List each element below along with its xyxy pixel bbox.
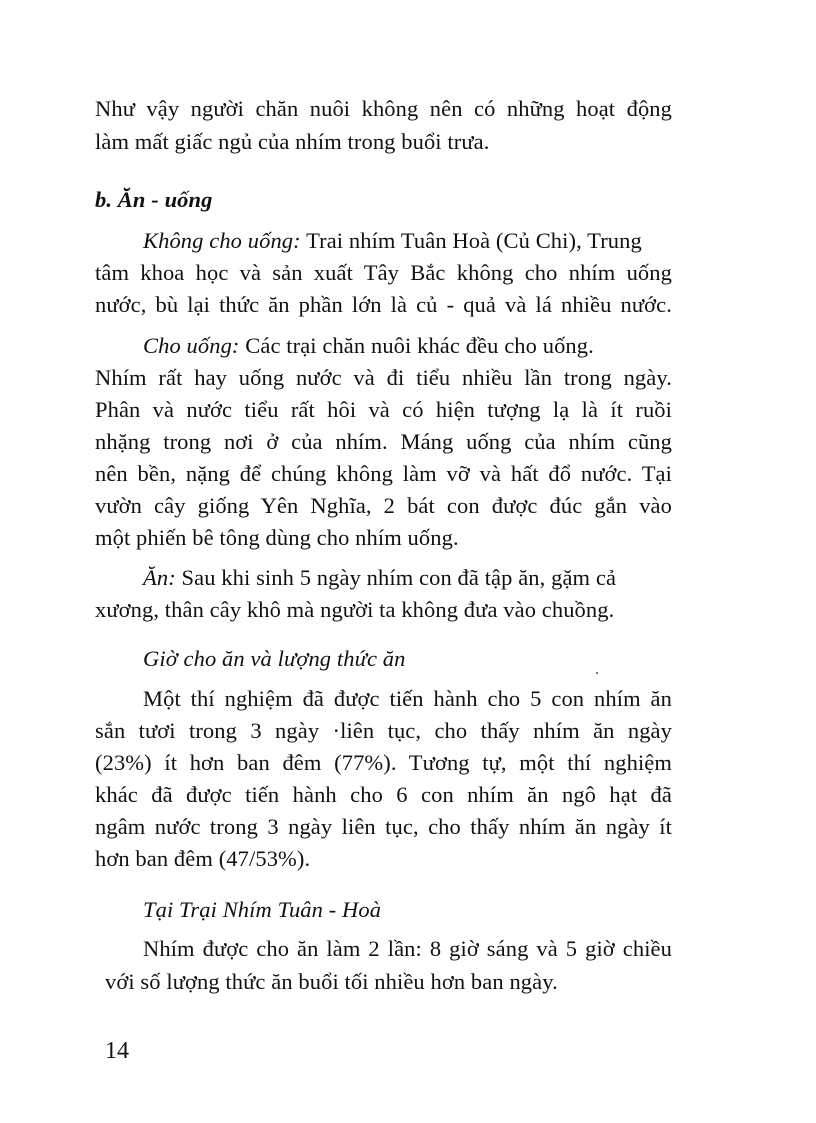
paragraph-line: xương, thân cây khô mà người ta không đưa vào chuồng. [95,597,615,622]
paragraph-text: Các trại chăn nuôi khác đều cho uống. [239,333,594,358]
paragraph-line: Nhím được cho ăn làm 2 lần: 8 giờ sáng và 5 giờ chiều [143,936,672,961]
paragraph-line: sắn tươi trong 3 ngày ·liên tục, cho thấy nhím ăn ngày [95,718,672,743]
paragraph-line: khác đã được tiến hành cho 6 con nhím ăn ngô hạt đã [95,782,672,807]
paragraph-line: với số lượng thức ăn buổi tối nhiều hơn ban ngày. [105,969,558,994]
paragraph-line: ngâm nước trong 3 ngày liên tục, cho thấy nhím ăn ngày ít [95,814,672,839]
paragraph-line: tâm khoa học và sản xuất Tây Bắc không cho nhím uống [95,260,672,285]
paragraph-line [143,331,672,361]
paragraph-line [143,226,672,256]
section-heading: b. Ăn - uống [95,187,213,212]
paragraph-line: làm mất giấc ngủ của nhím trong buổi trưa. [95,129,490,154]
speck [596,672,598,674]
paragraph-line: nước, bù lại thức ăn phần lớn là củ - quả và lá nhiều nước. [95,292,672,317]
paragraph-lead: Cho uống: [143,333,240,358]
paragraph-line: nhặng trong nơi ở của nhím. Máng uống của nhím cũng [95,429,672,454]
paragraph-lead: Không cho uống: [143,228,301,253]
paragraph-line: hơn ban đêm (47/53%). [95,846,311,871]
paragraph-line: Một thí nghiệm đã được tiến hành cho 5 con nhím ăn [143,686,672,711]
paragraph-text: Sau khi sinh 5 ngày nhím con đã tập ăn, gặm cả [175,565,617,590]
subheading: Tại Trại Nhím Tuân - Hoà [143,897,382,922]
paragraph-line: Nhím rất hay uống nước và đi tiểu nhiều lần trong ngày. [95,365,672,390]
paragraph-line: (23%) ít hơn ban đêm (77%). Tương tự, một thí nghiệm [95,750,672,775]
paragraph-line: vườn cây giống Yên Nghĩa, 2 bát con được đúc gắn vào [95,493,672,518]
paragraph-line: Như vậy người chăn nuôi không nên có những hoạt động [95,96,672,121]
page-number: 14 [105,1038,129,1064]
paragraph-line: nên bền, nặng để chúng không làm vỡ và hất đổ nước. Tại [95,461,672,486]
paragraph-line: Phân và nước tiểu rất hôi và có hiện tượng lạ là ít ruồi [95,397,672,422]
paragraph-text: Trai nhím Tuân Hoà (Củ Chi), Trung [300,228,642,253]
paragraph-lead: Ăn: [143,565,176,590]
paragraph-line [143,563,672,593]
paragraph-line: một phiến bê tông dùng cho nhím uống. [95,525,459,550]
subheading: Giờ cho ăn và lượng thức ăn [143,646,406,671]
